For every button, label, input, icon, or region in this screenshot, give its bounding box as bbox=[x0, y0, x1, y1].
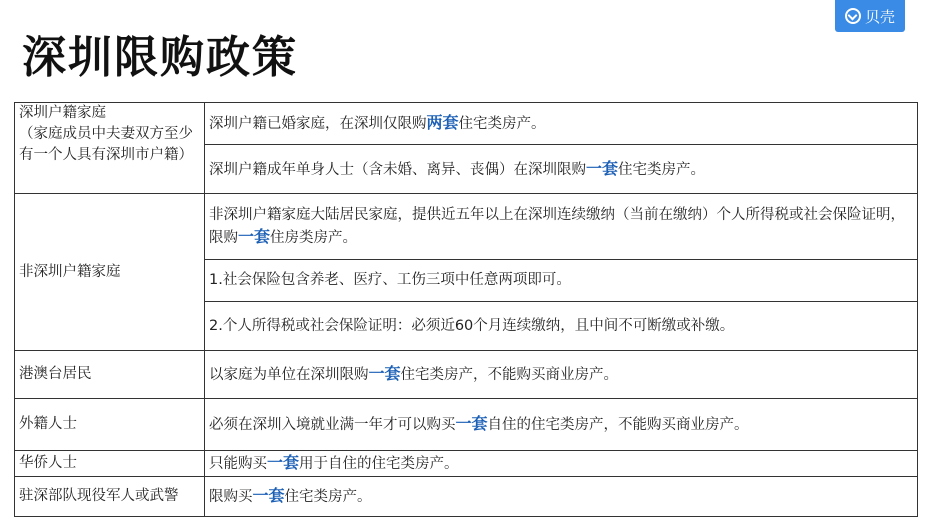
detail-cell bbox=[205, 451, 918, 477]
table-row bbox=[15, 477, 918, 517]
category-cell-non-shenzhen-household bbox=[15, 194, 205, 351]
highlight-count: 一套 bbox=[238, 226, 271, 246]
highlight-count: 一套 bbox=[267, 453, 300, 472]
detail-text: 限购买 bbox=[209, 489, 253, 505]
detail-cell bbox=[205, 399, 918, 451]
detail-text: 只能购买 bbox=[209, 456, 267, 472]
category-cell-shenzhen-household bbox=[15, 103, 205, 194]
detail-cell bbox=[205, 103, 918, 145]
detail-text: 非深圳户籍家庭大陆居民家庭，提供近五年以上在深圳连续缴纳（当前在缴纳）个人所得税或社会保险证明，限购 bbox=[209, 206, 905, 246]
highlight-count: 一套 bbox=[368, 364, 401, 383]
detail-text: 2.个人所得税或社会保险证明：必须近60个月连续缴纳，且中间不可断缴或补缴。 bbox=[209, 317, 735, 334]
category-label: 驻深部队现役军人或武警 bbox=[19, 488, 179, 504]
detail-text-tail: 住宅类房产。 bbox=[618, 161, 706, 178]
policy-table bbox=[14, 102, 918, 517]
category-label: 深圳户籍家庭 （家庭成员中夫妻双方至少有一个人具有深圳市户籍） bbox=[19, 105, 193, 163]
detail-text-tail: 住宅类房产。 bbox=[458, 116, 546, 132]
detail-text: 深圳户籍成年单身人士（含未婚、离异、丧偶）在深圳限购 bbox=[209, 161, 586, 178]
detail-text: 深圳户籍已婚家庭，在深圳仅限购 bbox=[209, 116, 427, 132]
detail-cell bbox=[205, 194, 918, 260]
category-label: 外籍人士 bbox=[19, 416, 77, 432]
highlight-count: 一套 bbox=[586, 158, 619, 178]
detail-text: 1.社会保险包含养老、医疗、工伤三项中任意两项即可。 bbox=[209, 272, 571, 288]
detail-text-tail: 自住的住宅类房产，不能购买商业房产。 bbox=[487, 417, 749, 433]
detail-text: 必须在深圳入境就业满一年才可以购买 bbox=[209, 417, 456, 433]
detail-cell bbox=[205, 477, 918, 517]
detail-text-tail: 住宅类房产，不能购买商业房产。 bbox=[400, 367, 619, 383]
detail-cell bbox=[205, 260, 918, 302]
detail-text-tail: 用于自住的住宅类房产。 bbox=[299, 456, 459, 472]
category-cell-overseas-chinese bbox=[15, 451, 205, 477]
highlight-count: 两套 bbox=[426, 113, 459, 132]
beike-logo bbox=[835, 0, 905, 32]
detail-cell bbox=[205, 145, 918, 194]
category-cell-military bbox=[15, 477, 205, 517]
category-label: 华侨人士 bbox=[19, 455, 77, 471]
highlight-count: 一套 bbox=[252, 486, 285, 505]
table-row bbox=[15, 399, 918, 451]
detail-cell bbox=[205, 351, 918, 399]
table-row bbox=[15, 351, 918, 399]
category-label: 港澳台居民 bbox=[19, 366, 92, 382]
table-row bbox=[15, 451, 918, 477]
detail-text-tail: 住宅类房产。 bbox=[284, 489, 372, 505]
logo-text: 贝壳 bbox=[864, 7, 895, 26]
detail-text: 以家庭为单位在深圳限购 bbox=[209, 367, 369, 383]
table-row bbox=[15, 194, 918, 260]
page-title: 深圳限购政策 bbox=[22, 32, 298, 83]
highlight-count: 一套 bbox=[455, 414, 488, 433]
detail-text-tail: 住房类房产。 bbox=[270, 229, 358, 246]
category-label: 非深圳户籍家庭 bbox=[19, 263, 121, 280]
category-cell-hk-macau-taiwan bbox=[15, 351, 205, 399]
beike-logo-icon bbox=[845, 8, 861, 24]
table-row bbox=[15, 103, 918, 145]
detail-cell bbox=[205, 302, 918, 351]
category-cell-foreigners bbox=[15, 399, 205, 451]
